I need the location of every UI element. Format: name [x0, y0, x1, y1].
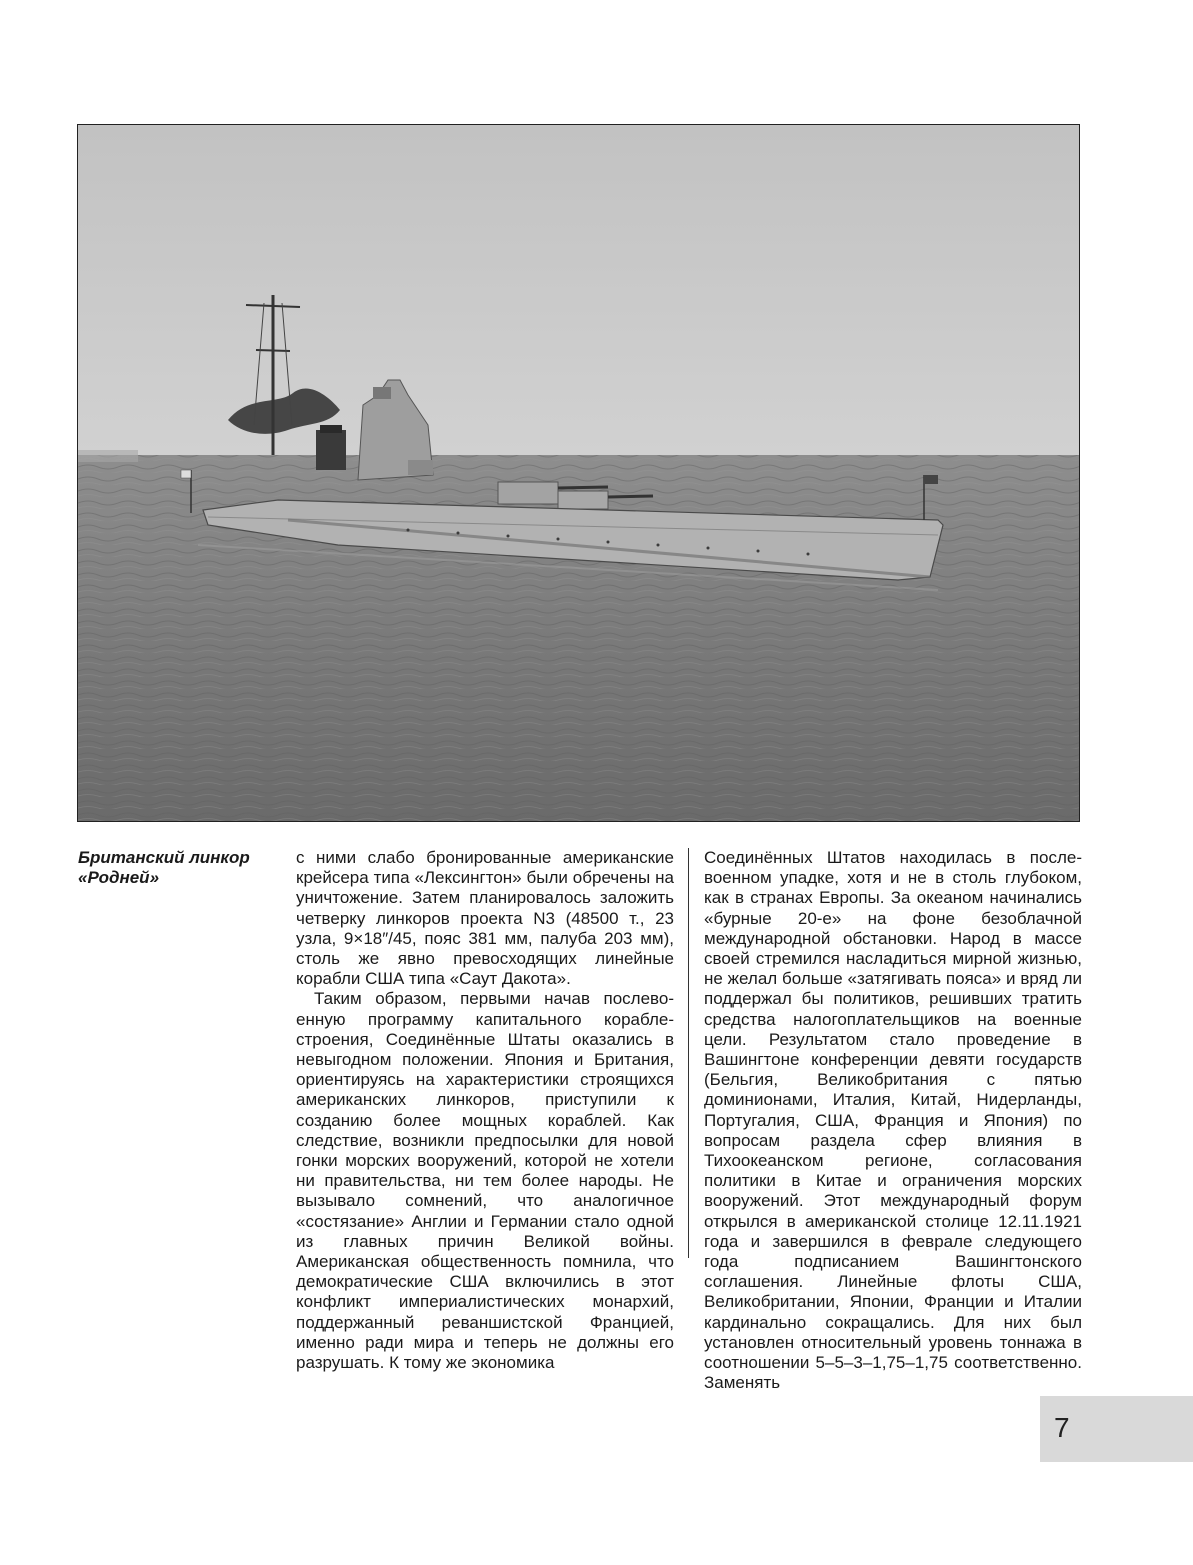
stern-flag [181, 470, 191, 478]
figure-caption: Британский линкор «Родней» [78, 848, 250, 887]
text-column-2 [704, 848, 1082, 1393]
funnel [316, 430, 346, 470]
turret-b [558, 491, 608, 509]
text-column-1 [296, 848, 674, 1373]
page-number: 7 [1054, 1412, 1070, 1443]
paragraph: Соединённых Штатов находилась в послевоенном упадке, хотя и не в столь глубоком, как в странах Европы. За океаном начинались «бурные 20-е» на фоне безоблачной международной обстановки. Народ в массе своей стремился насладиться мирной жизнью, не желал больше «затягивать пояса» и вряд ли поддержал бы политиков, решивших тратить средства налогоплательщиков на военные цели. Результатом стало проведение в Вашингтоне конференции девяти государств (Бельгия, Великобритания с пятью доминионами, Италия, Китай, Нидерланды, Португалия, США, Франция и Япония) по вопросам раздела сфер влияния в Тихоокеанском регионе, согласования политики в Китае и ограничения морских вооружений. Этот международный форум открылся в американской столице 12.11.1921 года и завершился в феврале следующего года подписанием Вашингтонского соглашения. Линейные флоты США, Великобритании, Японии, Франции и Италии кардинально сокращались. Для них был установлен относительный уровень тоннажа в соотношении 5–5–3–1,75–1,75 соответственно. Заменять [704, 848, 1082, 1393]
bow-flag [924, 475, 938, 484]
battleship-illustration [78, 125, 1080, 822]
paragraph: Таким образом, первыми начав послевоенную программу капитального кораблестроения, Соединённые Штаты оказались в невыгодном положении. Япония и Британия, ориентируясь на характеристики строящихся американских линкоров, приступили к созданию более мощных кораблей. Как следствие, возникли предпосылки для новой гонки морских вооружений, которой не хотели ни правительства, ни тем более народы. Не вызывало сомнений, что аналогичное «состязание» Англии и Германии стало одной из главных причин Великой войны. Американская общественность помнила, что демократические США включились в этот конфликт империалистических монархий, поддержанный реваншистской Францией, именно ради мира и теперь не должны его разрушать. К тому же экономика [296, 989, 674, 1373]
page-number-tab [1040, 1396, 1193, 1462]
sky [78, 125, 1080, 475]
battleship-photo [77, 124, 1080, 822]
turret-a [498, 482, 558, 504]
paragraph: с ними слабо бронированные американские крейсера типа «Лексингтон» были обречены на уничтожение. Затем планировалось заложить четверку линкоров проекта N3 (48500 т., 23 узла, 9×18″/45, пояс 381 мм, палуба 203 мм), столь же явно превосходящих линейные корабли США типа «Саут Дакота». [296, 848, 674, 989]
column-divider [688, 848, 689, 1258]
